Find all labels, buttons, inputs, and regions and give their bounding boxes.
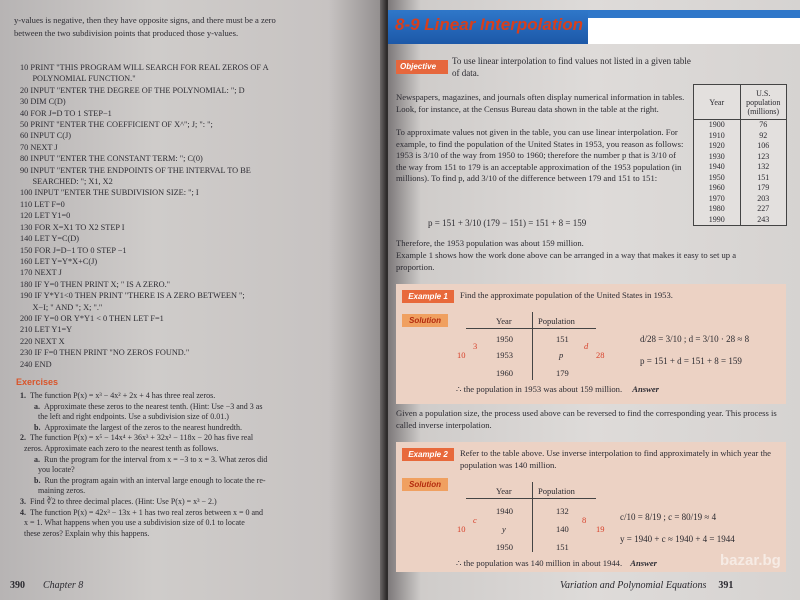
table-cell-year: 1960: [694, 183, 741, 194]
table-header-year: Year: [694, 85, 741, 119]
table-cell-year: 1970: [694, 194, 741, 205]
exercise-line: [20, 476, 360, 487]
paragraph-3: Therefore, the 1953 population was about 159 million.: [396, 238, 584, 248]
exercise-text: x = 1. What happens when you use a subdivision size of 0.1 to locate: [24, 518, 245, 528]
ex1-pop-1: 151: [556, 334, 569, 344]
ex1-pop-3: 179: [556, 368, 569, 378]
table-row: [694, 215, 786, 226]
ex1-pop-2: p: [559, 350, 564, 360]
population-table: [693, 84, 787, 226]
table-row: [694, 141, 786, 152]
code-line: 120 LET Y1=0: [20, 211, 71, 221]
exercises-list: [20, 391, 360, 539]
example-1-table: [456, 312, 606, 384]
code-line: 170 NEXT J: [20, 268, 62, 278]
table-cell-population: 123: [757, 151, 770, 161]
basic-program-listing: [20, 62, 269, 370]
exercise-line: [20, 444, 360, 455]
code-line: 230 IF F=0 THEN PRINT "NO ZEROS FOUND.": [20, 348, 190, 358]
exercise-line: [20, 529, 360, 540]
table-cell-year: 1980: [694, 204, 741, 215]
exercise-text: the left and right endpoints. Use a subdivision size of 0.01.): [38, 412, 229, 422]
paragraph-2: To approximate values not given in the table, you can use linear interpolation. For example, to find the population of the United States in 1953, you reason as follows: 1953 is 3/10 of the way from 1950 to 1960; therefore the number p that is 3/10 of the way from 151 to 179 is an acceptable approximation of the 1953 population (in millions). To find p, add 3/10 of the difference between 179 and 151 to 151:: [396, 127, 684, 183]
ex1-year-3: 1960: [496, 368, 513, 378]
table-cell-population: 106: [757, 141, 770, 150]
code-line: 210 LET Y1=Y: [20, 325, 73, 335]
paragraph-5: Given a population size, the process used above can be reversed to find the corresponding year. This process is called inverse interpolation.: [396, 408, 777, 430]
exercise-line: [20, 433, 360, 444]
table-row: [694, 152, 786, 163]
code-line: 140 LET Y=C(D): [20, 234, 80, 244]
exercise-line: [20, 455, 360, 466]
example-2-table: [456, 482, 606, 556]
code-line: 160 LET Y=Y*X+C(J): [20, 256, 98, 266]
exercise-text: The function P(x) = 42x³ − 13x + 1 has two real zeros between x = 0 and: [30, 507, 264, 517]
ex1-left-outer: 10: [457, 350, 466, 360]
example-2-label: Example 2: [402, 448, 454, 461]
left-footer: [10, 580, 83, 591]
exercise-line: [20, 391, 360, 402]
table-cell-year: 1950: [694, 173, 741, 184]
code-line: 30 DIM C(D): [20, 97, 66, 107]
exercise-line: [20, 497, 360, 508]
code-line: 60 INPUT C(J): [20, 131, 72, 141]
exercises-heading: Exercises: [16, 377, 59, 387]
ex2-year-3: 1950: [496, 542, 513, 552]
code-line: 180 IF Y=0 THEN PRINT X; " IS A ZERO.": [20, 279, 171, 289]
footer-title: Variation and Polynomial Equations: [560, 580, 707, 591]
watermark-logo: [720, 552, 790, 588]
ex1-conclusion: [456, 384, 756, 396]
table-row: [694, 162, 786, 173]
left-page-number: 390: [10, 580, 25, 591]
exercise-line: [20, 412, 360, 423]
exercise-line: [20, 518, 360, 529]
ex1-equation-1: d/28 = 3/10 ; d = 3/10 · 28 ≈ 8: [640, 334, 750, 344]
right-footer: [560, 580, 733, 591]
code-line: 50 PRINT "ENTER THE COEFFICIENT OF X^"; J; ": ";: [20, 120, 213, 130]
table-row: [694, 131, 786, 142]
ex1-equation-2: p = 151 + d = 151 + 8 = 159: [640, 356, 742, 366]
code-line: 70 NEXT J: [20, 142, 58, 152]
exercise-number: 1.: [20, 391, 26, 400]
exercise-text: Run the program again with an interval large enough to locate the re-: [44, 475, 266, 485]
ex1-conclusion-text: ∴ the population in 1953 was about 159 million.: [456, 384, 623, 394]
table-cell-population: 92: [759, 130, 768, 140]
exercise-line: [20, 486, 360, 497]
exercise-number: a.: [34, 454, 40, 464]
exercise-text: maining zeros.: [38, 486, 86, 496]
right-page-number: 391: [718, 580, 734, 591]
exercise-text: these zeros? Explain why this happens.: [24, 528, 150, 538]
ex1-right-inner: d: [584, 341, 589, 351]
exercise-text: you locate?: [38, 465, 75, 475]
code-line: 240 END: [20, 359, 52, 369]
code-line: SEARCHED: "; X1, X2: [20, 177, 113, 187]
exercise-text: The function P(x) = x³ − 4x² + 2x + 4 has three real zeros.: [30, 391, 216, 400]
ex1-right-outer: 28: [596, 350, 605, 360]
objective-text: To use linear interpolation to find values not listed in a given table of data.: [452, 56, 691, 78]
code-line: 10 PRINT "THIS PROGRAM WILL SEARCH FOR REAL ZEROS OF A: [20, 63, 269, 72]
exercise-text: Approximate the largest of the zeros to the nearest hundredth.: [44, 422, 243, 432]
code-line: 130 FOR X=X1 TO X2 STEP I: [20, 222, 125, 232]
exercise-number: a.: [34, 401, 40, 411]
intro-line-1: y-values is negative, then they have opposite signs, and there must be a zero: [14, 15, 276, 25]
table-row: [694, 204, 786, 215]
example-2-text: Refer to the table above. Use inverse interpolation to find approximately in which year the population was 140 million.: [460, 448, 771, 470]
exercise-text: Approximate these zeros to the nearest tenth. (Hint: Use −3 and 3 as: [44, 401, 263, 411]
exercise-number: b.: [34, 475, 41, 485]
code-line: X−I; " AND "; X; ".": [20, 302, 103, 312]
table-cell-year: 1930: [694, 152, 741, 163]
ex1-year-2: 1953: [496, 350, 513, 360]
ex2-right-outer: 19: [596, 524, 605, 534]
ex2-left-outer: 10: [457, 524, 466, 534]
paragraph-4: Example 1 shows how the work done above can be arranged in a way that makes it easy to set up a proportion.: [396, 250, 737, 272]
example-1-label: Example 1: [402, 290, 454, 303]
exercise-line: [20, 508, 360, 519]
table-cell-year: 1900: [694, 120, 741, 131]
table-cell-population: 179: [757, 183, 770, 192]
code-line: 20 INPUT "ENTER THE DEGREE OF THE POLYNOMIAL: "; D: [20, 85, 245, 95]
table-cell-year: 1910: [694, 131, 741, 142]
chapter-label: Chapter 8: [43, 580, 84, 591]
code-line: 190 IF Y*Y1<0 THEN PRINT "THERE IS A ZERO BETWEEN ";: [20, 291, 245, 301]
exercise-text: Find ∛2 to three decimal places. (Hint: Use P(x) = x³ − 2.): [30, 496, 217, 506]
table-row: [694, 183, 786, 194]
intro-line-2: between the two subdivision points that produced those y-values.: [14, 28, 239, 38]
code-line: 100 INPUT "ENTER THE SUBDIVISION SIZE: "; I: [20, 188, 199, 198]
ex2-pop-3: 151: [556, 542, 569, 552]
ex2-pop-2: 140: [556, 524, 569, 534]
code-line: 200 IF Y=0 OR Y*Y1 < 0 THEN LET F=1: [20, 313, 164, 323]
exercise-number: 4.: [20, 507, 26, 517]
ex2-year-1: 1940: [496, 506, 513, 516]
code-line: 40 FOR J=D TO 1 STEP−1: [20, 108, 112, 118]
code-line: 90 INPUT "ENTER THE ENDPOINTS OF THE INTERVAL TO BE: [20, 165, 251, 175]
exercise-line: [20, 402, 360, 413]
exercise-number: 2.: [20, 433, 26, 443]
ex1-year-1: 1950: [496, 334, 513, 344]
equation-p: p = 151 + 3/10 (179 − 151) = 151 + 8 = 159: [428, 218, 587, 228]
ex2-year-2: y: [502, 524, 506, 534]
code-line: POLYNOMIAL FUNCTION.": [20, 74, 136, 84]
ex2-right-inner: 8: [582, 515, 587, 525]
exercise-text: zeros. Approximate each zero to the nearest tenth as follows.: [24, 443, 219, 453]
ex2-pop-1: 132: [556, 506, 569, 516]
ex2-hdr-year: Year: [496, 486, 512, 496]
exercise-line: [20, 423, 360, 434]
ex2-hdr-pop: Population: [538, 486, 575, 496]
ex1-hdr-year: Year: [496, 316, 512, 326]
exercise-text: The function P(x) = x⁵ − 14x⁴ + 36x³ + 32x² − 118x − 20 has five real: [30, 433, 254, 443]
section-title: 8-9 Linear Interpolation: [395, 15, 583, 34]
ex2-equation-1: c/10 = 8/19 ; c = 80/19 ≈ 4: [620, 512, 717, 522]
example-1-text: Find the approximate population of the United States in 1953.: [460, 290, 673, 300]
code-line: 80 INPUT "ENTER THE CONSTANT TERM: "; C(0): [20, 154, 203, 164]
table-header-population: U.S. population (millions): [746, 88, 781, 116]
ex1-answer: Answer: [632, 384, 660, 394]
example-2-solution-label: Solution: [402, 478, 448, 491]
objective-label: Objective: [396, 60, 448, 74]
table-row: [694, 120, 786, 131]
table-cell-population: 227: [757, 204, 770, 213]
ex2-answer: Answer: [630, 558, 658, 568]
table-row: [694, 194, 786, 205]
example-1-solution-label: Solution: [402, 314, 448, 327]
ex2-left-inner: c: [473, 515, 477, 525]
ex1-left-inner: 3: [473, 341, 478, 351]
table-cell-population: 132: [757, 162, 770, 171]
table-cell-population: 203: [757, 193, 770, 203]
exercise-number: 3.: [20, 496, 26, 506]
code-line: 110 LET F=0: [20, 199, 65, 209]
code-line: 220 NEXT X: [20, 336, 65, 346]
exercise-number: b.: [34, 422, 41, 432]
ex1-hdr-pop: Population: [538, 316, 575, 326]
ex2-conclusion-text: ∴ the population was 140 million in about 1944.: [456, 558, 623, 568]
ex2-equation-2: y = 1940 + c ≈ 1940 + 4 = 1944: [620, 534, 735, 544]
exercise-text: Run the program for the interval from x = −3 to x = 3. What zeros did: [44, 454, 268, 464]
exercise-line: [20, 465, 360, 476]
table-cell-year: 1940: [694, 162, 741, 173]
table-cell-population: 151: [757, 172, 770, 182]
table-cell-year: 1990: [694, 215, 741, 226]
table-cell-population: 76: [759, 120, 768, 129]
table-cell-population: 243: [757, 214, 770, 224]
table-row: [694, 173, 786, 184]
paragraph-1: Newspapers, magazines, and journals often display numerical information in tables. Look, for instance, at the Census Bureau data shown in the table at the right.: [396, 92, 685, 114]
table-cell-year: 1920: [694, 141, 741, 152]
code-line: 150 FOR J=D−1 TO 0 STEP −1: [20, 245, 127, 255]
watermark-text: bazar.bg: [720, 552, 781, 569]
